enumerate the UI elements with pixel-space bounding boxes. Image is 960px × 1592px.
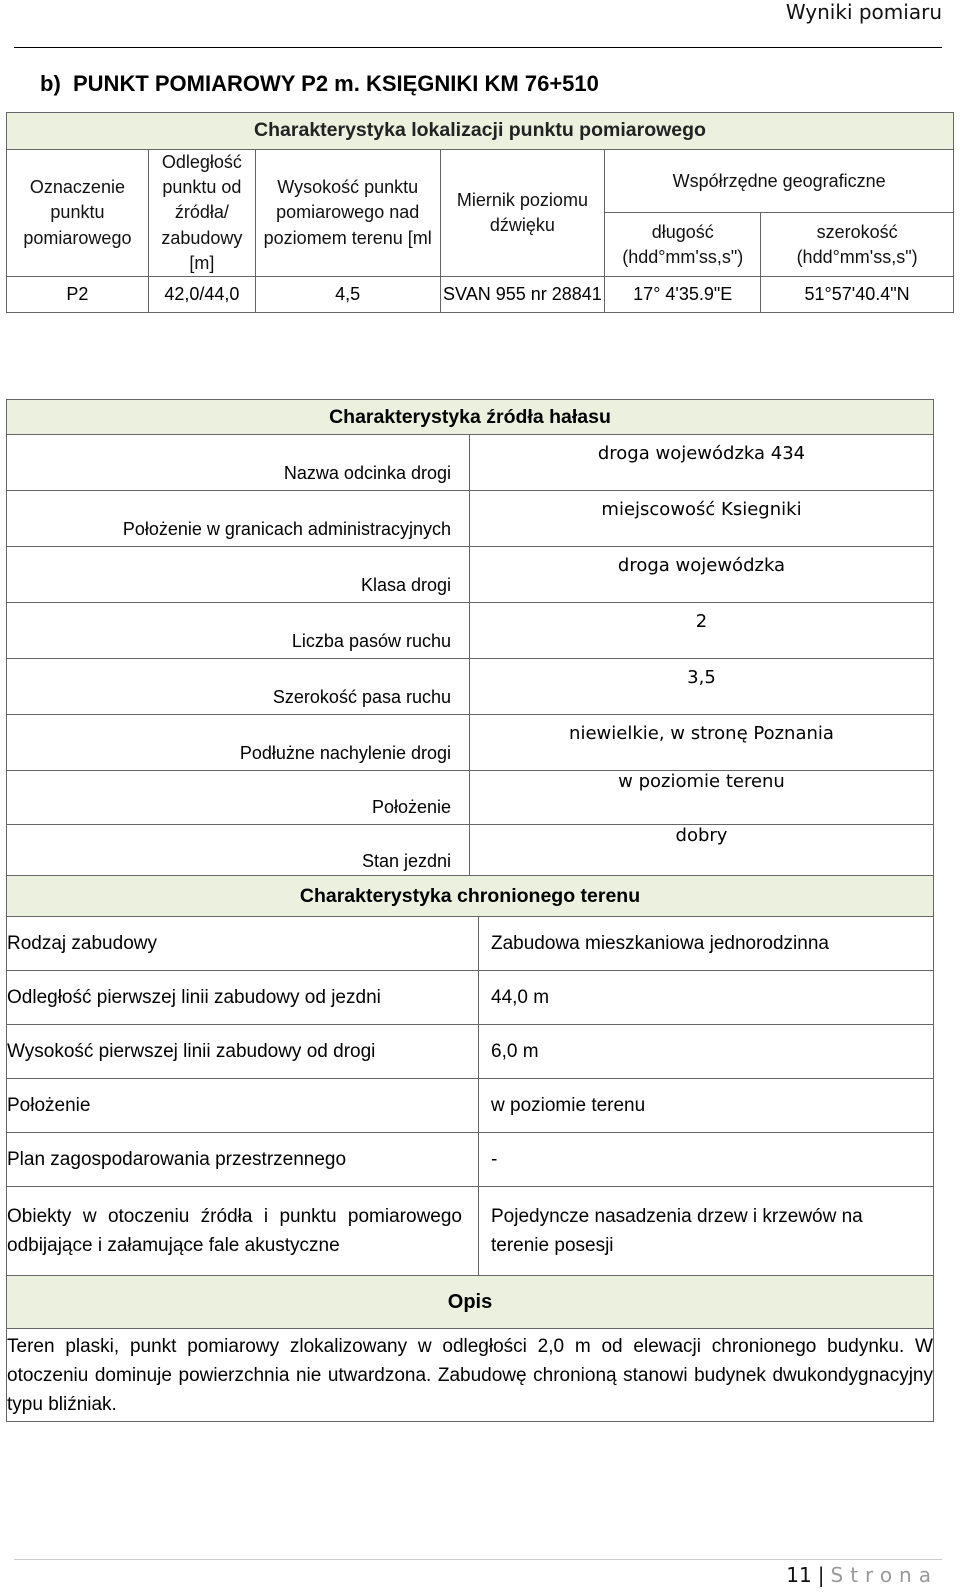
source-table xyxy=(6,399,934,879)
row-value: niewielkie, w stronę Poznania xyxy=(470,715,934,771)
row-label: Plan zagospodarowania przestrzennego xyxy=(7,1133,479,1187)
header-latitude: szerokość (hdd°mm'ss,s") xyxy=(761,213,954,276)
row-label: Odległość pierwszej linii zabudowy od jezdni xyxy=(7,971,479,1025)
row-label: Szerokość pasa ruchu xyxy=(7,659,470,715)
row-label: Wysokość pierwszej linii zabudowy od drogi xyxy=(7,1025,479,1079)
footer-separator: | xyxy=(817,1563,825,1587)
opis-title: Opis xyxy=(7,1276,934,1329)
table-row xyxy=(7,1025,934,1079)
table-row xyxy=(7,771,934,825)
protected-table xyxy=(6,875,934,1422)
row-label: Podłużne nachylenie drogi xyxy=(7,715,470,771)
table-row xyxy=(7,1079,934,1133)
page-number: 11 xyxy=(786,1563,812,1587)
header-point-id: Oznaczenie punktu pomiarowego xyxy=(7,150,149,277)
cell-latitude: 51°57'40.4"N xyxy=(761,276,954,312)
table-row xyxy=(7,435,934,491)
row-label: Liczba pasów ruchu xyxy=(7,603,470,659)
table-row xyxy=(7,659,934,715)
header-height: Wysokość punktu pomiarowego nad poziomem terenu [ml xyxy=(255,150,440,277)
row-value: w poziomie terenu xyxy=(470,771,934,825)
cell-distance: 42,0/44,0 xyxy=(148,276,255,312)
row-label: Położenie xyxy=(7,771,470,825)
row-label: Obiekty w otoczeniu źródła i punktu pomiarowego odbijające i załamujące fale akustyczne xyxy=(7,1187,479,1276)
row-label: Położenie xyxy=(7,1079,479,1133)
cell-height: 4,5 xyxy=(255,276,440,312)
location-table xyxy=(6,112,954,313)
row-label: Klasa drogi xyxy=(7,547,470,603)
row-value: 44,0 m xyxy=(479,971,934,1025)
row-value: droga wojewódzka xyxy=(470,547,934,603)
row-value: w poziomie terenu xyxy=(479,1079,934,1133)
row-label: Stan jezdni xyxy=(7,825,470,879)
cell-meter: SVAN 955 nr 28841 xyxy=(440,276,605,312)
table-row xyxy=(7,715,934,771)
table-row xyxy=(7,971,934,1025)
row-value: - xyxy=(479,1133,934,1187)
table-row xyxy=(7,491,934,547)
cell-point-id: P2 xyxy=(7,276,149,312)
row-value: Zabudowa mieszkaniowa jednorodzinna xyxy=(479,917,934,971)
footer-word: Strona xyxy=(830,1563,938,1587)
row-value: droga wojewódzka 434 xyxy=(470,435,934,491)
table-row xyxy=(7,825,934,879)
table-row xyxy=(7,917,934,971)
header-longitude: długość (hdd°mm'ss,s") xyxy=(605,213,761,276)
row-label: Nazwa odcinka drogi xyxy=(7,435,470,491)
opis-text: Teren plaski, punkt pomiarowy zlokalizowany w odległości 2,0 m od elewacji chronionego budynku. W otoczeniu dominuje powierzchnia nie utwardzona. Zabudowę chronioną stanowi budynek dwukondygnacyjny typu bliźniak. xyxy=(7,1329,934,1422)
section-title: b) PUNKT POMIAROWY P2 m. KSIĘGNIKI KM 76+510 xyxy=(40,71,599,96)
row-value: Pojedyncze nasadzenia drzew i krzewów na terenie posesji xyxy=(479,1187,934,1276)
row-value: miejscowość Ksiegniki xyxy=(470,491,934,547)
row-label: Rodzaj zabudowy xyxy=(7,917,479,971)
row-label: Położenie w granicach administracyjnych xyxy=(7,491,470,547)
location-table-title: Charakterystyka lokalizacji punktu pomiarowego xyxy=(7,113,954,150)
header-coords: Współrzędne geograficzne xyxy=(605,150,954,213)
table-row xyxy=(7,603,934,659)
table-row xyxy=(7,1187,934,1276)
cell-longitude: 17° 4'35.9"E xyxy=(605,276,761,312)
protected-table-title: Charakterystyka chronionego terenu xyxy=(7,876,934,917)
header-distance: Odległość punktu od źródła/ zabudowy [m] xyxy=(148,150,255,277)
footer-rule xyxy=(14,1559,942,1560)
row-value: 6,0 m xyxy=(479,1025,934,1079)
running-header: Wyniki pomiaru xyxy=(785,0,942,24)
header-meter: Miernik poziomu dźwięku xyxy=(440,150,605,277)
row-value: 2 xyxy=(470,603,934,659)
table-row xyxy=(7,547,934,603)
page-footer xyxy=(786,1563,938,1587)
source-table-title: Charakterystyka źródła hałasu xyxy=(7,400,934,435)
table-row xyxy=(7,1133,934,1187)
row-value: dobry xyxy=(470,825,934,879)
row-value: 3,5 xyxy=(470,659,934,715)
header-rule xyxy=(14,47,942,48)
